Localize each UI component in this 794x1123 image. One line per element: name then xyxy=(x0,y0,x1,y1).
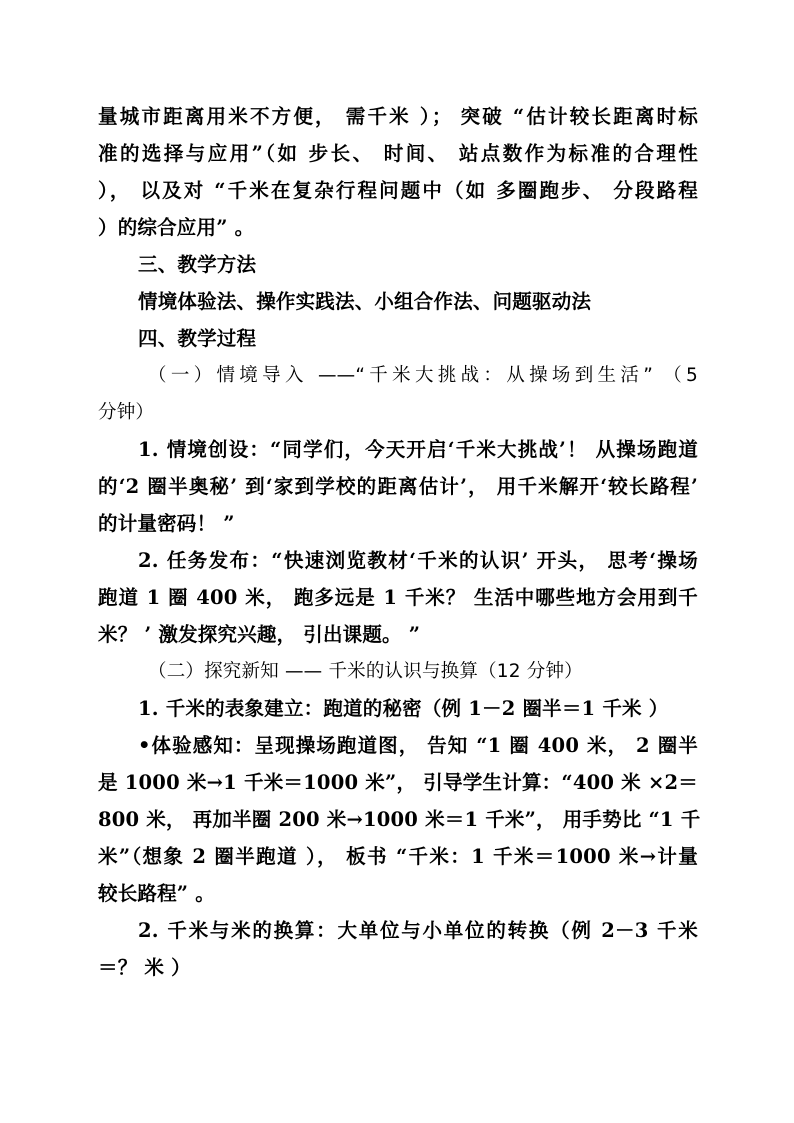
bullet-experience-line-2: 是 1000 米→1 千米＝1000 米”， 引导学生计算：“400 米 ×2＝ xyxy=(98,771,698,794)
item-1-2-line-3: 米？ ’ 激发探究兴趣， 引出课题。 ” xyxy=(98,623,421,646)
section-4-heading: 四、教学过程 xyxy=(138,327,257,350)
bullet-experience-line-4: 米”（想象 2 圈半跑道 ）， 板书 “千米：1 千米＝1000 米→计量 xyxy=(98,845,698,868)
item-1-1-line-2: 的‘2 圈半奥秘’ 到‘家到学校的距离估计’， 用千米解开‘较长路程’ xyxy=(98,475,698,498)
document-page xyxy=(98,98,701,986)
part-2-heading: （二）探究新知 —— 千米的认识与换算（12 分钟） xyxy=(148,661,583,682)
bullet-experience-line-5: 较长路程” 。 xyxy=(98,882,215,905)
bullet-experience-line-3: 800 米， 再加半圈 200 米→1000 米＝1 千米”， 用手势比 “1 千 xyxy=(98,808,701,831)
item-2-2-line-1: 2. 千米与米的换算：大单位与小单位的转换（例 2－3 千米 xyxy=(138,919,698,942)
section-3-heading: 三、教学方法 xyxy=(138,253,257,276)
paragraph-1-line-4: ）的综合应用” 。 xyxy=(98,216,255,239)
item-2-2-line-2: ＝？ 米 ） xyxy=(98,956,191,979)
bullet-experience-line-1: •体验感知：呈现操场跑道图， 告知 “1 圈 400 米， 2 圈半 xyxy=(138,734,698,757)
item-2-1-title: 1. 千米的表象建立：跑道的秘密（例 1－2 圈半＝1 千米 ） xyxy=(138,697,669,720)
item-1-2-line-1: 2. 任务发布：“快速浏览教材‘千米的认识’ 开头， 思考‘操场 xyxy=(138,549,698,572)
paragraph-1-line-2: 准的选择与应用”（如 步长、 时间、 站点数作为标准的合理性 xyxy=(98,142,698,165)
part-1-heading-line-1: （一）情境导入 ——“千米大挑战：从操场到生活” （5 xyxy=(148,365,698,386)
paragraph-1-line-3: ）， 以及对 “千米在复杂行程问题中（如 多圈跑步、 分段路程 xyxy=(98,179,698,202)
part-1-heading-line-2: 分钟） xyxy=(98,402,155,423)
item-1-2-line-2: 跑道 1 圈 400 米， 跑多远是 1 千米？ 生活中哪些地方会用到千 xyxy=(98,586,698,609)
item-1-1-line-3: 的计量密码！ ” xyxy=(98,512,235,535)
item-1-1-line-1: 1. 情境创设：“同学们，今天开启‘千米大挑战’！ 从操场跑道 xyxy=(138,438,698,461)
paragraph-1-line-1: 量城市距离用米不方便， 需千米 ）； 突破 “估计较长距离时标 xyxy=(98,105,698,128)
section-3-body: 情境体验法、操作实践法、小组合作法、问题驱动法 xyxy=(138,290,592,313)
